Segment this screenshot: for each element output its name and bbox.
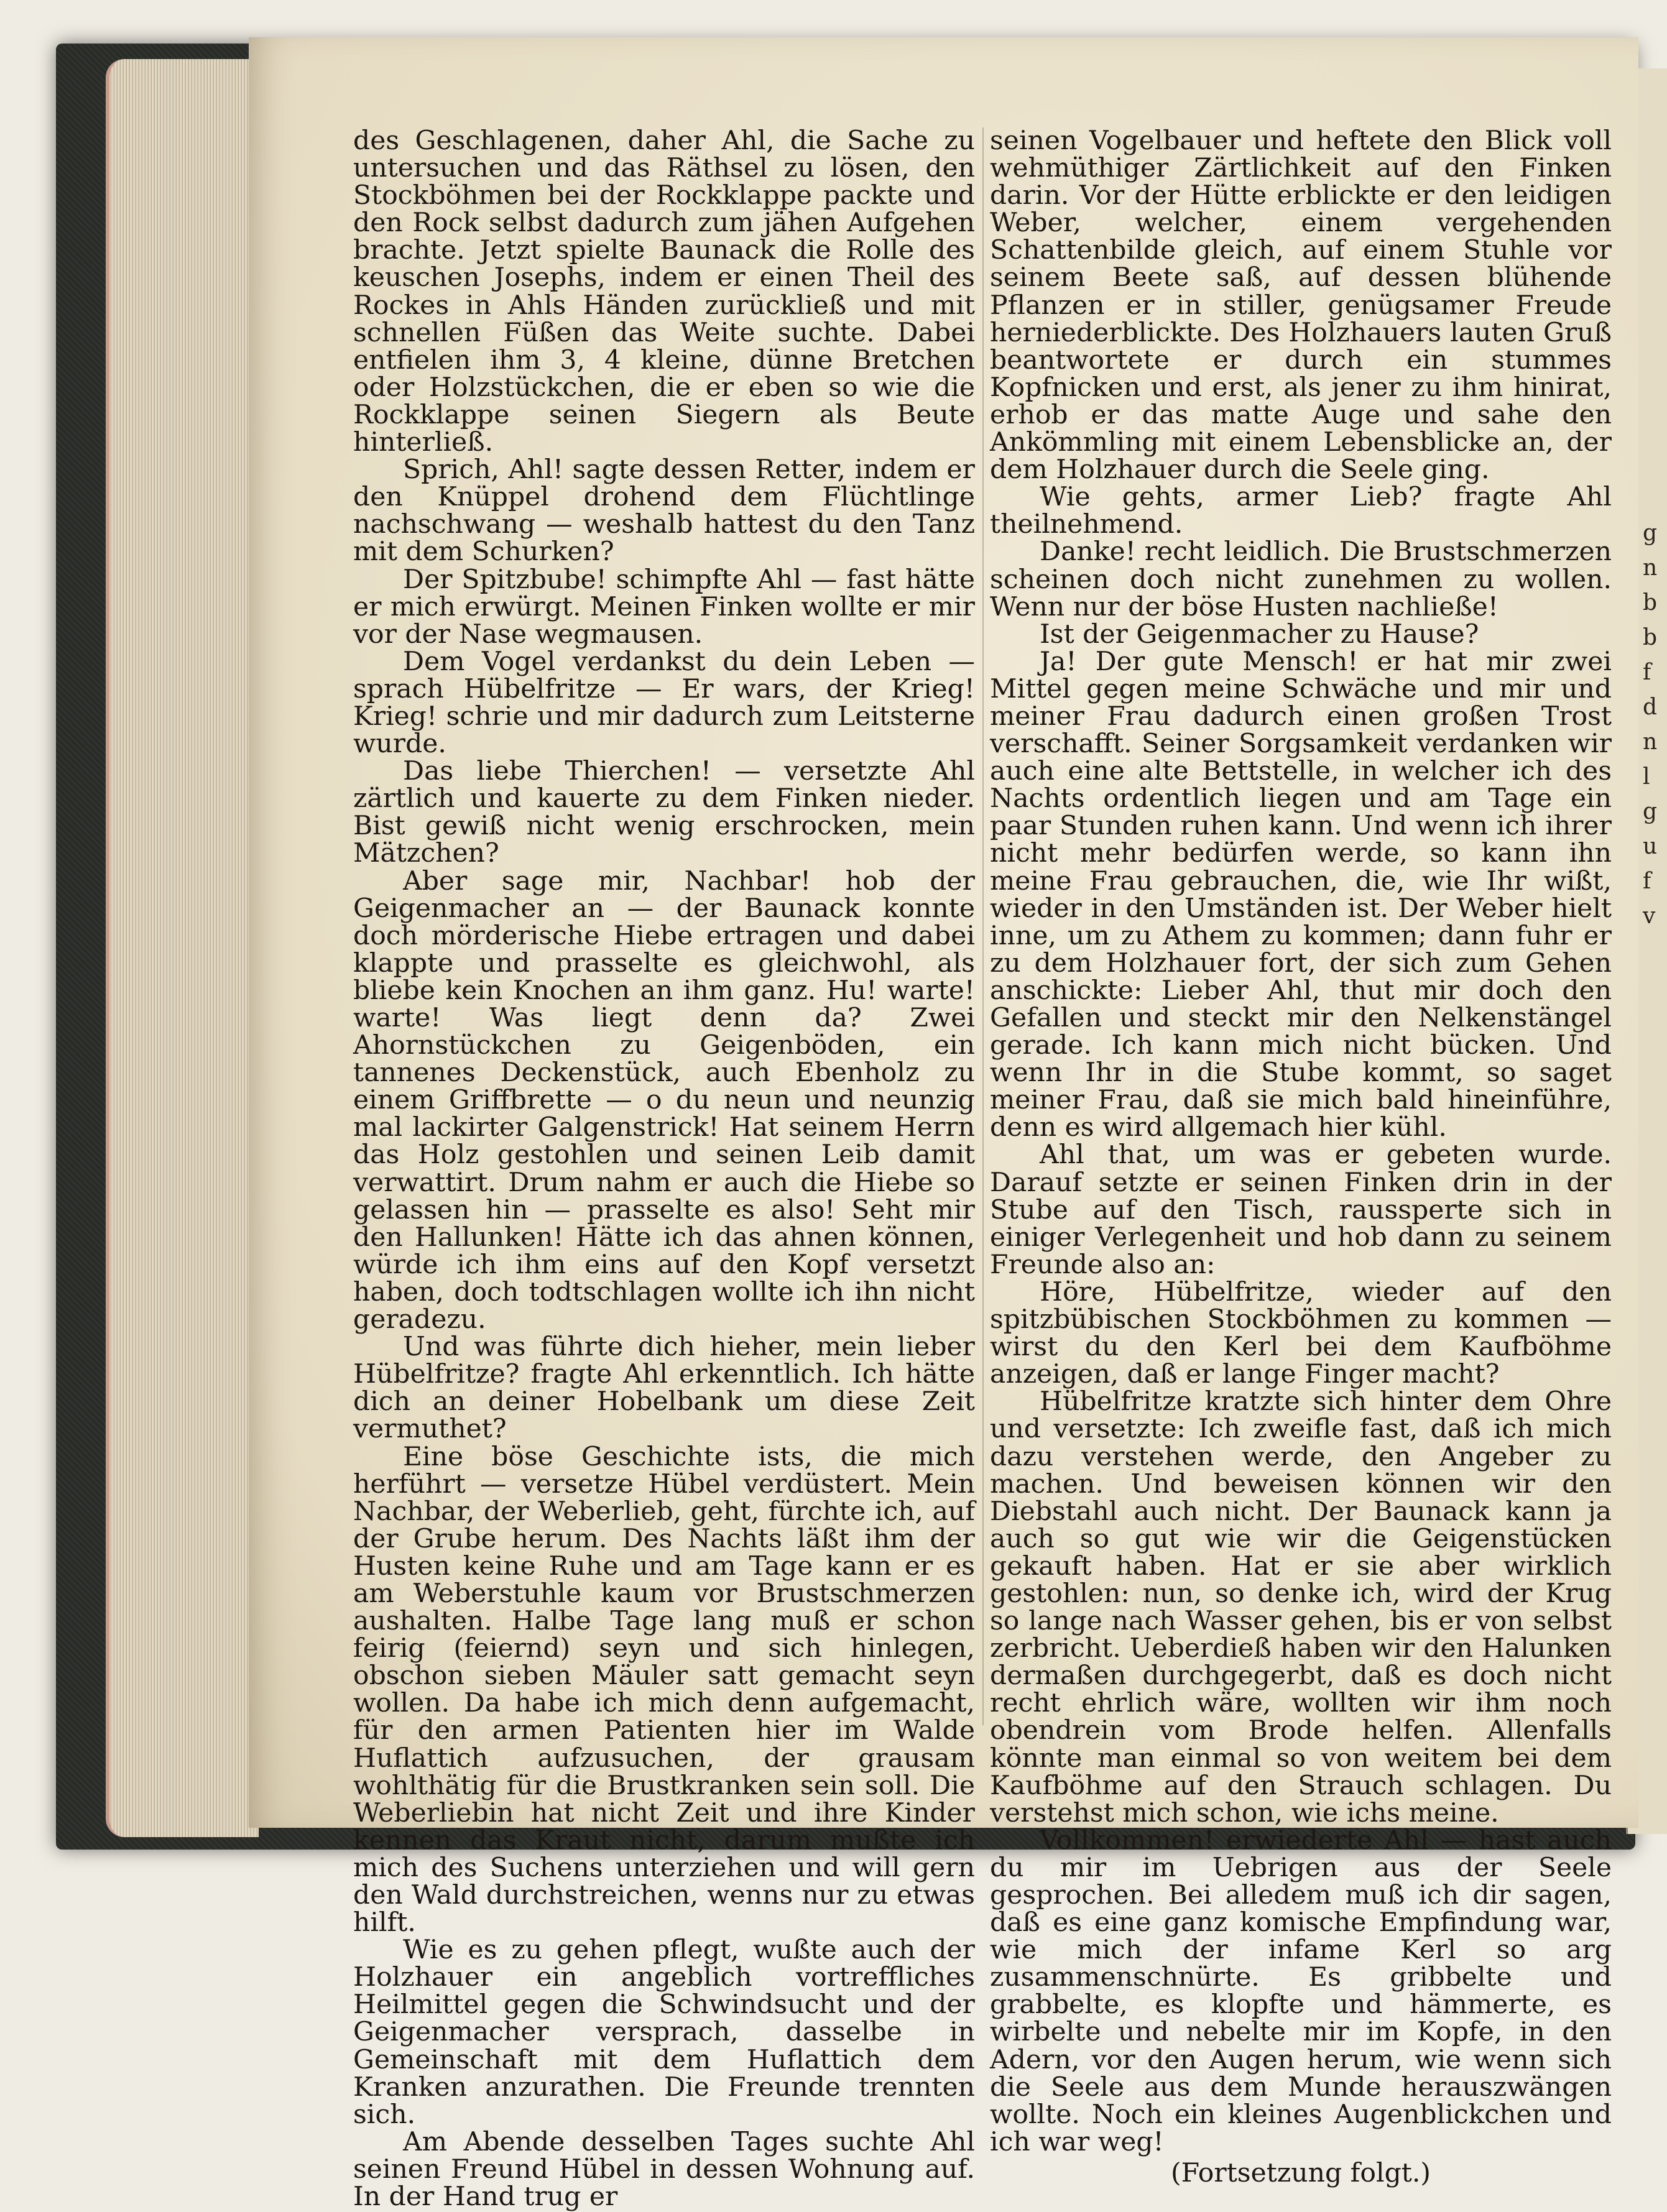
edge-letter: u [1643, 834, 1658, 859]
paragraph: Das liebe Thierchen! — versetzte Ahl zärtlich und kauerte zu dem Finken nieder. Bist gewiß nicht wenig erschrocken, mein Mätzchen? [353, 756, 975, 869]
paragraph: Höre, Hübelfritze, wieder auf den spitzbübischen Stockböhmen zu kommen — wirst du den Kerl bei dem Kaufböhme anzeigen, daß er lange Finger macht? [990, 1276, 1612, 1390]
paragraph: Wie gehts, armer Lieb? fragte Ahl theilnehmend. [990, 482, 1612, 540]
edge-letter: l [1643, 764, 1650, 790]
paragraph: Sprich, Ahl! sagte dessen Retter, indem er den Knüppel drohend dem Flüchtlinge nachschwang — weshalb hattest du den Tanz mit dem Schurken? [353, 454, 975, 568]
right-column [990, 127, 1612, 2187]
continuation-note: (Fortsetzung folgt.) [1171, 2157, 1431, 2188]
paragraph: Eine böse Geschichte ists, die mich herführt — versetze Hübel verdüstert. Mein Nachbar, der Weberlieb, geht, fürchte ich, auf der Grube herum. Des Nachts läßt ihm der Husten keine Ruhe und am Tage kann er es am Weberstuhle kaum vor Brustschmerzen aushalten. Halbe Tage lang muß er schon feirig (feiernd) seyn und sich hinlegen, obschon sieben Mäuler satt gemacht seyn wollen. Da habe ich mich denn aufgemacht, für den armen Patienten hier im Walde Huflattich aufzusuchen, der grausam wohlthätig für die Brustkranken sein soll. Die Weberliebin hat nicht Zeit und ihre Kinder kennen das Kraut nicht, darum mußte ich mich des Suchens unterziehen und will gern den Wald durchstreichen, wenns nur zu etwas hilft. [353, 1441, 975, 1938]
page-edges [106, 59, 259, 1837]
left-column [353, 127, 975, 2211]
edge-letter: g [1643, 520, 1658, 546]
paragraph: Vollkommen! erwiederte Ahl — hast auch du mir im Uebrigen aus der Seele gesprochen. Bei alledem muß ich dir sagen, daß es eine ganz komische Empfindung war, wie mich der infame Kerl so arg zusammenschnürte. Es gribbelte und grabbelte, es klopfte und hämmerte, es wirbelte und nebelte mir im Kopfe, in den Adern, vor den Augen herum, wie wenn sich die Seele aus dem Munde herauszwängen wollte. Noch ein kleines Augenblickchen und ich war weg! [990, 1825, 1612, 2157]
edge-letter: f [1643, 869, 1651, 894]
paragraph: Am Abende desselben Tages suchte Ahl seinen Freund Hübel in dessen Wohnung auf. In der Hand trug er [353, 2126, 975, 2212]
paragraph: Aber sage mir, Nachbar! hob der Geigenmacher an — der Baunack konnte doch mörderische Hiebe ertragen und dabei klappte und prasselte es gleichwohl, als bliebe kein Knochen an ihm ganz. Hu! warte! warte! Was liegt denn da? Zwei Ahornstückchen zu Geigenböden, ein tannenes Deckenstück, auch Ebenholz zu einem Griffbrette — o du neun und neunzig mal lackirter Galgenstrick! Hat seinem Herrn das Holz gestohlen und seinen Leib damit verwattirt. Drum nahm er auch die Hiebe so gelassen hin — prasselte es also! Seht mir den Hallunken! Hätte ich das ahnen können, würde ich ihm eins auf den Kopf versetzt haben, doch todtschlagen wollte ich ihn nicht geradezu. [353, 865, 975, 1335]
column-divider [982, 127, 984, 1725]
edge-letter: b [1643, 625, 1658, 650]
edge-letter: g [1643, 799, 1658, 824]
paragraph: Ahl that, um was er gebeten wurde. Darauf setzte er seinen Finken drin in der Stube auf den Tisch, raussperte sich in einiger Verlegenheit und hob dann zu seinem Freunde also an: [990, 1140, 1612, 1280]
edge-letter: n [1643, 729, 1658, 755]
paragraph: Hübelfritze kratzte sich hinter dem Ohre und versetzte: Ich zweifle fast, daß ich mich dazu verstehen werde, den Angeber zu machen. Und beweisen können wir den Diebstahl auch nicht. Der Baunack kann ja auch so gut wie wir die Geigenstücken gekauft haben. Hat er sie aber wirklich gestohlen: nun, so denke ich, wird der Krug so lange nach Wasser gehen, bis er von selbst zerbricht. Ueberdieß haben wir den Halunken dermaßen durchgegerbt, daß es doch nicht recht ehrlich wäre, wollten wir ihm noch obendrein vom Brode helfen. Allenfalls könnte man einmal so von weitem bei dem Kaufböhme auf den Strauch schlagen. Du verstehst mich schon, wie ichs meine. [990, 1386, 1612, 1828]
edge-letter: f [1643, 660, 1651, 685]
paragraph: des Geschlagenen, daher Ahl, die Sache zu untersuchen und das Räthsel zu lösen, den Stockböhmen bei der Rockklappe packte und den Rock selbst dadurch zum jähen Aufgehen brachte. Jetzt spielte Baunack die Rolle des keuschen Josephs, indem er einen Theil des Rockes in Ahls Händen zurückließ und mit schnellen Füßen das Weite suchte. Dabei entfielen ihm 3, 4 kleine, dünne Bretchen oder Holzstückchen, die er eben so wie die Rockklappe seinen Siegern als Beute hinterließ. [353, 126, 975, 458]
edge-letter: b [1643, 590, 1658, 615]
paragraph: Wie es zu gehen pflegt, wußte auch der Holzhauer ein angeblich vortreffliches Heilmittel gegen die Schwindsucht und der Geigenmacher versprach, dasselbe in Gemeinschaft mit dem Huflattich dem Kranken anzurathen. Die Freunde trennten sich. [353, 1935, 975, 2130]
paragraph: Ist der Geigenmacher zu Hause? [1040, 619, 1479, 650]
paragraph: Dem Vogel verdankst du dein Leben — sprach Hübelfritze — Er wars, der Krieg! Krieg! schrie und mir dadurch zum Leitsterne wurde. [353, 646, 975, 760]
paragraph: Ja! Der gute Mensch! er hat mir zwei Mittel gegen meine Schwäche und mir und meiner Frau dadurch einen großen Trost verschafft. Seiner Sorgsamkeit verdanken wir auch eine alte Bettstelle, in welcher ich des Nachts ordentlich liegen und am Tage ein paar Stunden ruhen kann. Und wenn ich ihrer nicht mehr bedürfen werde, so kann ihn meine Frau gebrauchen, die, wie Ihr wißt, wieder in den Umständen ist. Der Weber hielt inne, um zu Athem zu kommen; dann fuhr er zu dem Holzhauer fort, der sich zum Gehen anschickte: Lieber Ahl, thut mir doch den Gefallen und steckt mir den Nelkenstängel gerade. Ich kann mich nicht bücken. Und wenn Ihr in die Stube kommt, so saget meiner Frau, daß sie mich bald hineinführe, denn es wird allgemach hier kühl. [990, 646, 1612, 1143]
edge-letter: d [1643, 694, 1658, 720]
paragraph: Der Spitzbube! schimpfte Ahl — fast hätte er mich erwürgt. Meinen Finken wollte er mir vor der Nase wegmausen. [353, 564, 975, 650]
facing-page-text [1643, 516, 1661, 934]
edge-letter: v [1643, 903, 1656, 929]
edge-letter: n [1643, 555, 1658, 581]
paragraph: Und was führte dich hieher, mein lieber Hübelfritze? fragte Ahl erkenntlich. Ich hätte dich an deiner Hobelbank um diese Zeit vermuthet? [353, 1332, 975, 1445]
paragraph: Danke! recht leidlich. Die Brustschmerzen scheinen doch nicht zunehmen zu wollen. Wenn nur der böse Husten nachließe! [990, 537, 1612, 622]
paragraph: seinen Vogelbauer und heftete den Blick voll wehmüthiger Zärtlichkeit auf den Finken darin. Vor der Hütte erblickte er den leidigen Weber, welcher, einem vergehenden Schattenbilde gleich, auf einem Stuhle vor seinem Beete saß, auf dessen blühende Pflanzen er in stiller, genügsamer Freude herniederblickte. Des Holzhauers lauten Gruß beantwortete er durch ein stummes Kopfnicken und erst, als jener zu ihm hinirat, erhob er das matte Auge und sahe den Ankömmling mit einem Lebensblicke an, der dem Holzhauer durch die Seele ging. [990, 126, 1612, 486]
